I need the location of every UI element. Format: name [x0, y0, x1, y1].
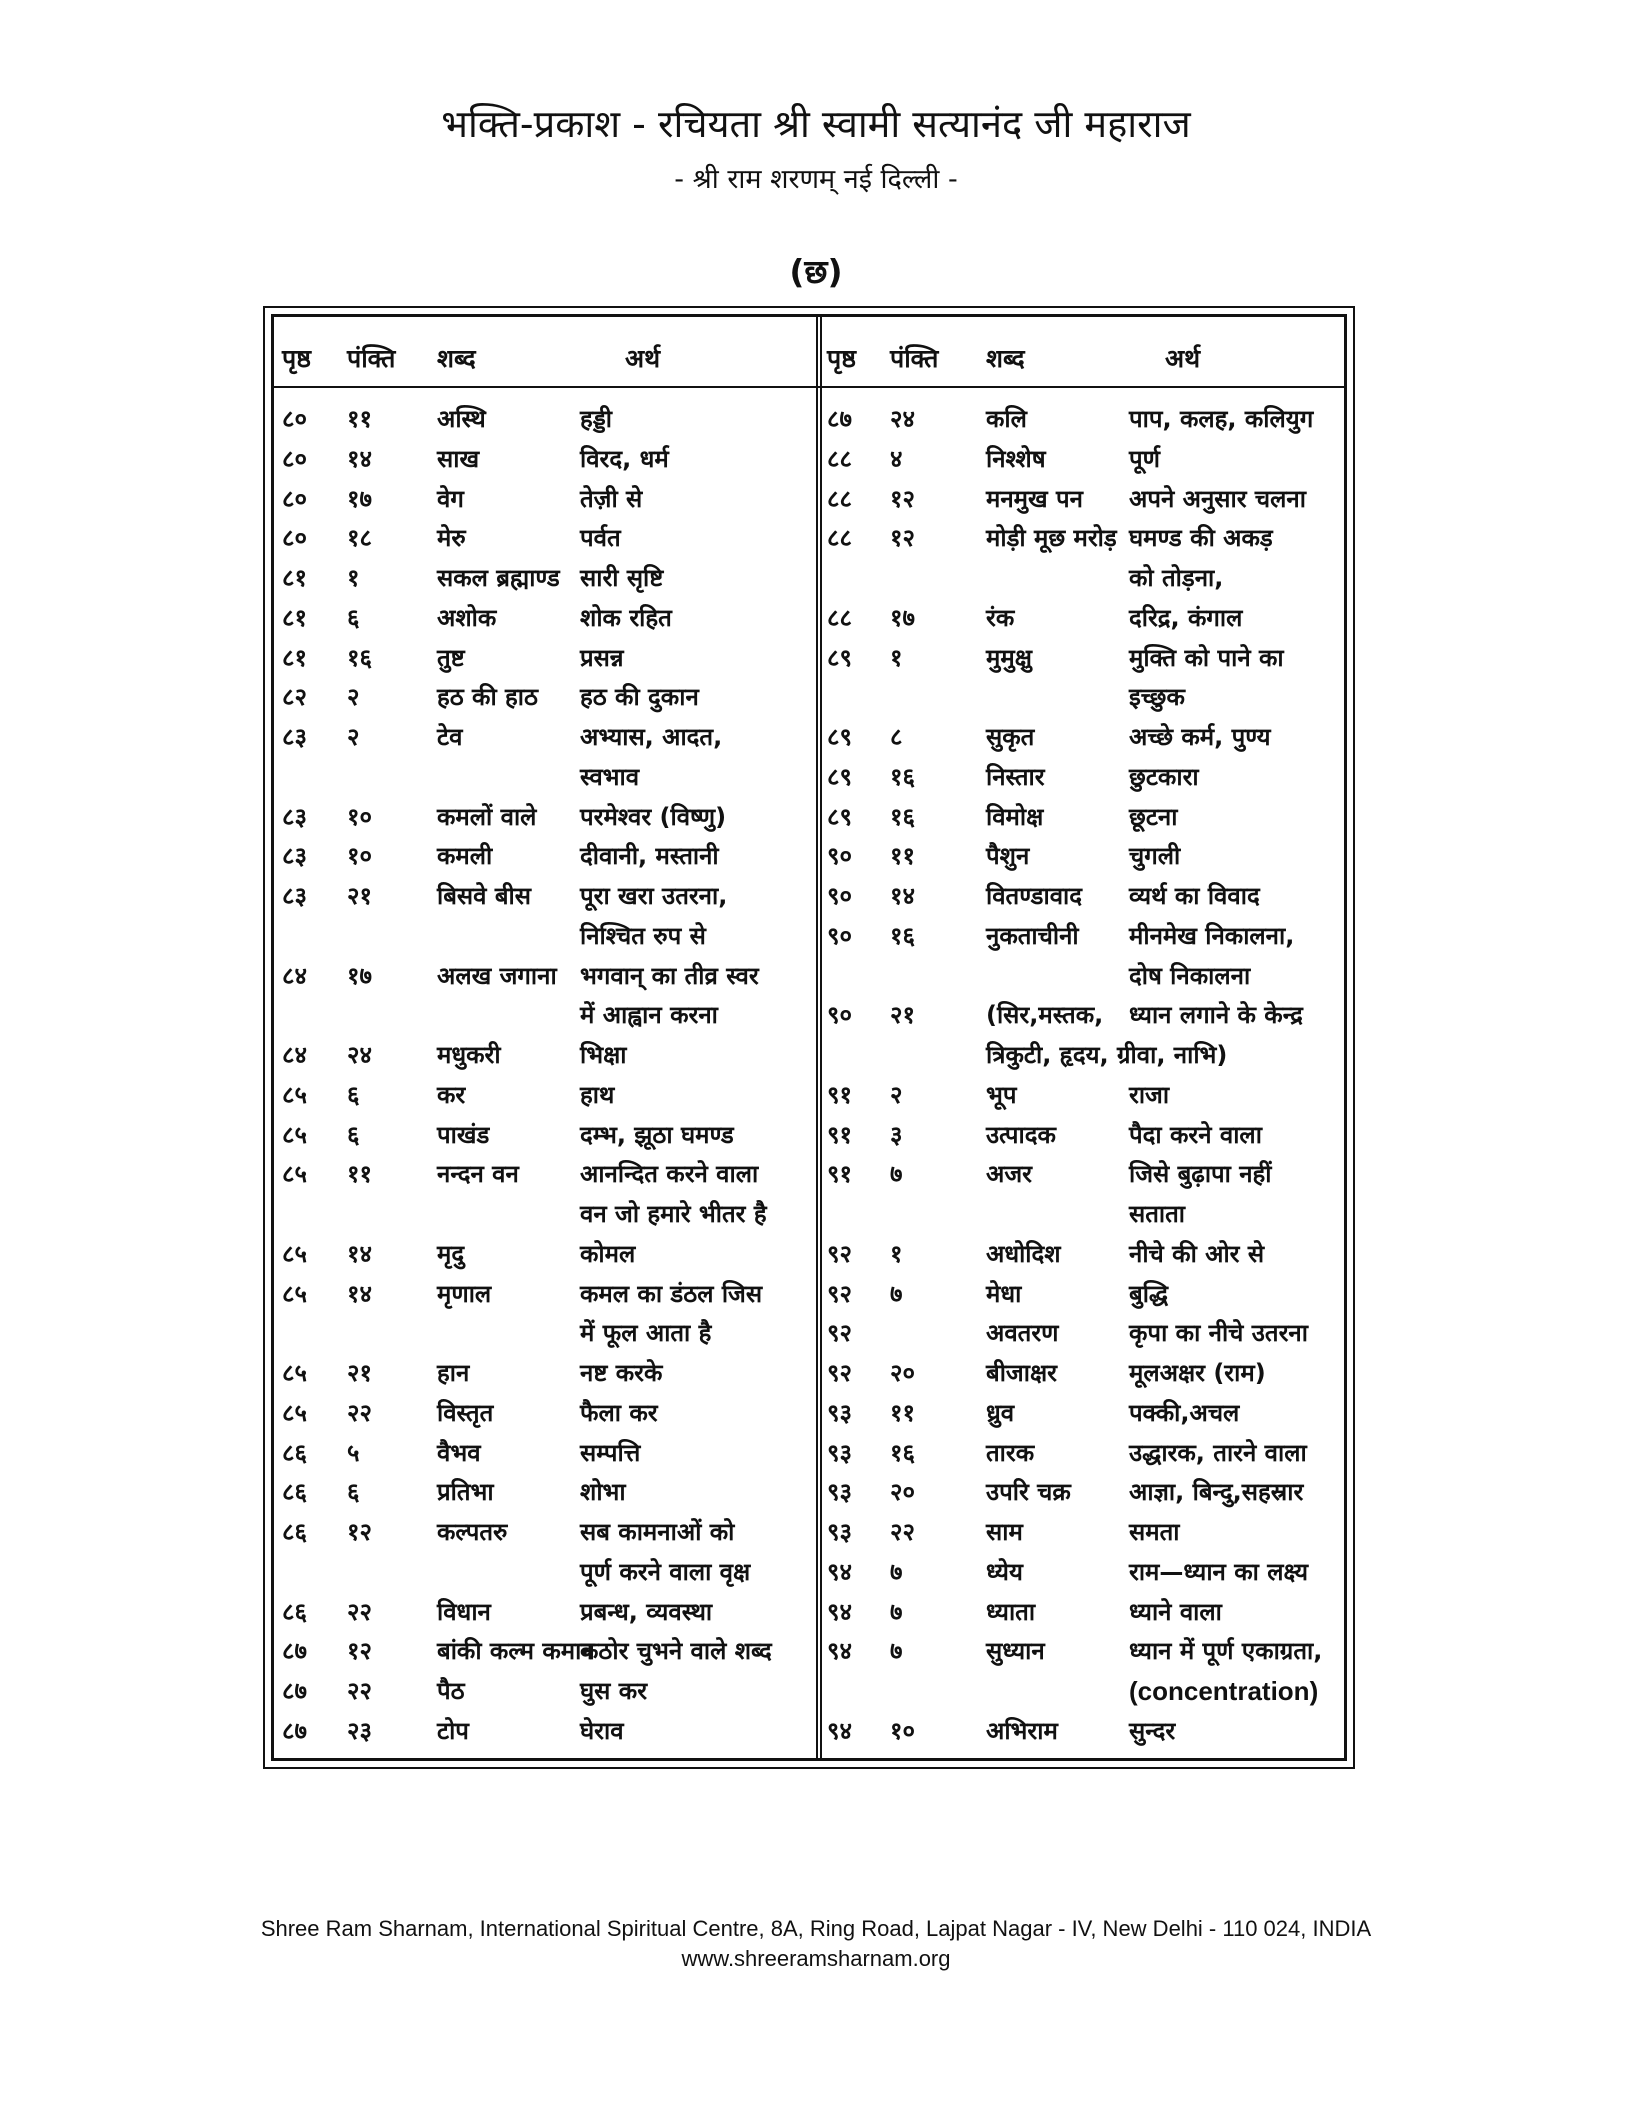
header-meaning-left: अर्थ: [625, 344, 661, 373]
cell-left-meaning: पूर्ण करने वाला वृक्ष: [580, 1557, 751, 1586]
cell-left-line: ६: [347, 603, 360, 632]
cell-left-meaning: घेराव: [580, 1716, 624, 1745]
cell-left-word: पाखंड: [437, 1120, 490, 1149]
cell-right-line: २१: [890, 1001, 915, 1030]
cell-left-page: ८५: [282, 1239, 307, 1268]
cell-right-meaning: मीनमेख निकालना,: [1129, 921, 1295, 950]
cell-right-meaning: पूर्ण: [1129, 444, 1160, 473]
cell-left-line: २२: [347, 1677, 372, 1705]
cell-left-page: ८०: [282, 405, 307, 433]
cell-right-word: नुकताचीनी: [986, 921, 1079, 950]
cell-right-meaning: अपने अनुसार चलना: [1129, 484, 1306, 513]
cell-left-line: २२: [347, 1597, 372, 1626]
cell-left-word: अशोक: [437, 603, 497, 632]
header-line-right: पंक्ति: [890, 344, 939, 373]
cell-left-meaning: कठोर चुभने वाले शब्द: [580, 1637, 772, 1666]
cell-right-page: ८९: [827, 802, 852, 831]
cell-left-word: मेरु: [437, 524, 466, 553]
cell-right-word: अवतरण: [986, 1319, 1059, 1348]
cell-right-meaning: राम—ध्यान का लक्ष्य: [1129, 1557, 1309, 1586]
cell-right-word: सुध्यान: [986, 1637, 1045, 1666]
cell-left-page: ८५: [282, 1120, 307, 1149]
cell-right-meaning: कृपा का नीचे उतरना: [1129, 1319, 1308, 1348]
cell-right-meaning: मूलअक्षर (राम): [1129, 1359, 1266, 1387]
cell-left-line: १७: [347, 484, 372, 513]
cell-right-page: ९०: [827, 1001, 852, 1030]
cell-left-page: ८५: [282, 1080, 307, 1109]
cell-left-page: ८४: [282, 961, 307, 990]
cell-right-meaning: पाप, कलह, कलियुग: [1129, 405, 1314, 433]
cell-left-word: वेग: [437, 484, 464, 513]
cell-left-line: ६: [347, 1478, 360, 1507]
cell-right-page: ९२: [827, 1239, 852, 1268]
cell-right-line: ४: [890, 444, 903, 473]
cell-left-word: कर: [437, 1080, 466, 1109]
page-title: भक्ति-प्रकाश - रचियता श्री स्वामी सत्यानंद जी महाराज: [441, 102, 1191, 146]
cell-left-meaning: विरद, धर्म: [580, 444, 669, 473]
cell-left-meaning: नष्ट करके: [580, 1359, 663, 1387]
cell-left-word: अस्थि: [437, 405, 486, 433]
cell-left-word: पैठ: [437, 1677, 465, 1705]
cell-right-page: ९३: [827, 1398, 852, 1427]
cell-left-line: २२: [347, 1398, 372, 1427]
cell-left-page: ८६: [282, 1438, 307, 1467]
cell-left-line: ६: [347, 1120, 360, 1149]
page-subtitle: - श्री राम शरणम् नई दिल्ली -: [674, 164, 958, 195]
cell-left-meaning: स्वभाव: [580, 762, 640, 791]
cell-left-meaning: में आह्वान करना: [580, 1001, 718, 1030]
cell-right-meaning: (concentration): [1129, 1676, 1319, 1706]
section-mark: (छ): [789, 252, 843, 291]
cell-right-page: ८९: [827, 723, 852, 751]
cell-right-word: अजर: [986, 1160, 1032, 1189]
cell-right-meaning: समता: [1129, 1518, 1180, 1546]
cell-right-page: ९३: [827, 1478, 852, 1507]
cell-left-page: ८५: [282, 1160, 307, 1189]
cell-left-word: कमलों वाले: [437, 802, 537, 831]
cell-left-page: ८३: [282, 842, 307, 871]
cell-left-word: मृणाल: [437, 1279, 492, 1308]
column-divider: [816, 317, 822, 1758]
cell-right-word: ध्रुव: [986, 1398, 1015, 1427]
cell-right-word: निश्शेष: [986, 444, 1046, 473]
cell-left-page: ८६: [282, 1597, 307, 1626]
cell-right-page: ९२: [827, 1279, 852, 1308]
cell-right-line: १६: [890, 921, 915, 950]
cell-right-word: मेधा: [986, 1279, 1022, 1308]
cell-right-line: ८: [890, 723, 903, 751]
cell-left-word: नन्दन वन: [437, 1160, 519, 1189]
cell-right-page: ९२: [827, 1319, 852, 1348]
cell-left-meaning: पूरा खरा उतरना,: [580, 882, 728, 910]
cell-left-meaning: वन जो हमारे भीतर है: [580, 1200, 767, 1228]
cell-left-line: ५: [347, 1438, 360, 1467]
cell-right-line: २०: [890, 1478, 915, 1507]
cell-right-meaning: उद्धारक, तारने वाला: [1129, 1438, 1307, 1467]
cell-right-line: ११: [890, 1398, 915, 1427]
cell-left-line: १४: [347, 1279, 372, 1308]
cell-right-line: २२: [890, 1518, 915, 1546]
cell-right-word: अभिराम: [986, 1716, 1058, 1745]
cell-right-page: ९४: [827, 1716, 852, 1745]
cell-right-meaning: पैदा करने वाला: [1129, 1120, 1262, 1149]
cell-right-line: ११: [890, 842, 915, 871]
cell-right-meaning: ध्यान में पूर्ण एकाग्रता,: [1129, 1637, 1323, 1666]
cell-right-page: ९१: [827, 1160, 852, 1189]
cell-right-word: तारक: [986, 1438, 1035, 1467]
cell-right-word: साम: [986, 1518, 1023, 1546]
cell-right-line: १: [890, 643, 903, 672]
cell-left-meaning: भिक्षा: [580, 1041, 627, 1069]
cell-left-line: १०: [347, 802, 372, 831]
cell-left-meaning: प्रबन्ध, व्यवस्था: [580, 1597, 713, 1626]
cell-right-line: १२: [890, 484, 915, 513]
cell-right-meaning: ध्यान लगाने के केन्द्र: [1129, 1001, 1303, 1030]
cell-right-meaning: बुद्धि: [1129, 1279, 1169, 1308]
cell-left-page: ८५: [282, 1398, 307, 1427]
cell-right-line: २०: [890, 1359, 915, 1387]
cell-left-page: ८७: [282, 1716, 307, 1745]
cell-right-line: २: [890, 1080, 903, 1109]
cell-left-meaning: में फूल आता है: [580, 1319, 712, 1348]
cell-left-page: ८०: [282, 524, 307, 553]
cell-right-line: १२: [890, 524, 915, 553]
cell-left-meaning: निश्चित रुप से: [580, 921, 706, 950]
cell-left-meaning: सम्पत्ति: [580, 1438, 641, 1467]
cell-left-page: ८०: [282, 444, 307, 473]
cell-right-word: बीजाक्षर: [986, 1359, 1057, 1387]
cell-right-page: ९३: [827, 1438, 852, 1467]
cell-right-page: ९४: [827, 1597, 852, 1626]
cell-left-word: प्रतिभा: [437, 1478, 494, 1507]
cell-right-page: ८८: [827, 484, 852, 513]
cell-right-word: उत्पादक: [986, 1120, 1056, 1149]
cell-right-meaning: दोष निकालना: [1129, 961, 1251, 990]
cell-left-word: कमली: [437, 842, 493, 871]
cell-right-word: उपरि चक्र: [986, 1478, 1071, 1507]
cell-left-word: तुष्ट: [437, 643, 465, 672]
cell-left-page: ८४: [282, 1041, 307, 1069]
cell-right-word: पैशुन: [986, 842, 1030, 871]
cell-right-meaning: जिसे बुढ़ापा नहीं: [1129, 1160, 1272, 1189]
cell-left-line: २१: [347, 1359, 372, 1387]
cell-left-page: ८५: [282, 1279, 307, 1308]
cell-left-page: ८७: [282, 1677, 307, 1705]
header-meaning-right: अर्थ: [1165, 344, 1201, 373]
cell-left-page: ८५: [282, 1359, 307, 1387]
cell-left-line: १२: [347, 1518, 372, 1546]
cell-right-page: ८७: [827, 405, 852, 433]
cell-right-page: ९०: [827, 921, 852, 950]
header-word-left: शब्द: [437, 344, 476, 373]
cell-left-word: बिसवे बीस: [437, 882, 531, 910]
cell-left-word: वैभव: [437, 1438, 481, 1467]
cell-left-line: २१: [347, 882, 372, 910]
cell-right-word: सुकृत: [986, 723, 1035, 751]
cell-right-word: ध्येय: [986, 1557, 1023, 1586]
cell-right-line: ३: [890, 1120, 903, 1149]
cell-right-meaning: छूटना: [1129, 802, 1178, 831]
header-line-left: पंक्ति: [347, 344, 396, 373]
header-rule: [274, 386, 1344, 388]
cell-right-meaning: सताता: [1129, 1200, 1186, 1228]
cell-left-meaning: घुस कर: [580, 1677, 648, 1705]
cell-left-word: सकल ब्रह्माण्ड: [437, 564, 560, 592]
cell-right-meaning: ध्याने वाला: [1129, 1597, 1222, 1626]
cell-left-meaning: हाथ: [580, 1080, 615, 1109]
cell-right-page: ८९: [827, 762, 852, 791]
cell-left-meaning: अभ्यास, आदत,: [580, 723, 723, 751]
cell-right-line: १६: [890, 762, 915, 791]
cell-left-line: १६: [347, 643, 372, 672]
cell-right-page: ९०: [827, 882, 852, 910]
cell-right-page: ९३: [827, 1518, 852, 1546]
cell-left-line: ११: [347, 1160, 372, 1189]
cell-right-page: ९४: [827, 1637, 852, 1666]
cell-right-line: १६: [890, 802, 915, 831]
cell-right-line: १०: [890, 1716, 915, 1745]
cell-right-meaning: इच्छुक: [1129, 683, 1185, 712]
cell-left-word: साख: [437, 444, 480, 473]
cell-right-meaning: को तोड़ना,: [1129, 564, 1224, 592]
cell-right-word: विमोक्ष: [986, 802, 1044, 831]
cell-left-page: ८२: [282, 683, 307, 712]
cell-right-word: निस्तार: [986, 762, 1045, 791]
cell-left-line: १०: [347, 842, 372, 871]
cell-left-word: विस्तृत: [437, 1398, 494, 1427]
cell-left-meaning: तेज़ी से: [580, 484, 643, 513]
cell-right-meaning: नीचे की ओर से: [1129, 1239, 1265, 1268]
cell-right-meaning: आज्ञा, बिन्दु,सहस्रार: [1129, 1478, 1304, 1507]
cell-left-line: १२: [347, 1637, 372, 1666]
cell-right-word: भूप: [986, 1080, 1017, 1109]
cell-left-line: २: [347, 723, 360, 751]
cell-left-meaning: प्रसन्न: [580, 643, 624, 672]
cell-right-meaning: पक्की,अचल: [1129, 1398, 1240, 1427]
footer-website: www.shreeramsharnam.org: [681, 1946, 951, 1971]
cell-left-word: कल्पतरु: [437, 1518, 508, 1546]
cell-left-word: बांकी कल्म कमान: [437, 1637, 595, 1666]
cell-left-meaning: हड्डी: [580, 405, 612, 433]
cell-right-page: ८८: [827, 603, 852, 632]
cell-right-page: ९४: [827, 1557, 852, 1586]
cell-left-line: २: [347, 683, 360, 712]
cell-left-line: २३: [347, 1716, 372, 1745]
cell-left-line: १४: [347, 1239, 372, 1268]
cell-left-page: ८७: [282, 1637, 307, 1666]
cell-left-meaning: हठ की दुकान: [580, 683, 699, 712]
cell-right-word: मुमुक्षु: [986, 643, 1032, 672]
cell-left-page: ८१: [282, 564, 307, 592]
cell-right-line: ७: [890, 1597, 903, 1626]
footer-address: Shree Ram Sharnam, International Spiritual Centre, 8A, Ring Road, Lajpat Nagar - IV, New Delhi - 110 024, INDIA: [260, 1916, 1372, 1941]
cell-right-meaning: दरिद्र, कंगाल: [1129, 603, 1243, 632]
cell-left-word: अलख जगाना: [437, 961, 557, 990]
cell-left-meaning: भगवान् का तीव्र स्वर: [580, 961, 759, 990]
cell-left-page: ८१: [282, 643, 307, 672]
cell-left-line: १७: [347, 961, 372, 990]
cell-right-meaning: मुक्ति को पाने का: [1129, 643, 1284, 672]
cell-left-word: हान: [437, 1359, 470, 1387]
cell-left-word: हठ की हाठ: [437, 683, 538, 712]
cell-left-meaning: पर्वत: [580, 524, 621, 553]
cell-left-word: टोप: [437, 1716, 469, 1745]
cell-left-line: ६: [347, 1080, 360, 1109]
cell-right-page: ९१: [827, 1120, 852, 1149]
cell-left-page: ८३: [282, 723, 307, 751]
cell-left-line: ११: [347, 405, 372, 433]
cell-left-line: १४: [347, 444, 372, 473]
glossary-table: [263, 306, 1355, 1769]
cell-left-line: १८: [347, 524, 372, 553]
cell-right-line: ७: [890, 1160, 903, 1189]
cell-left-page: ८३: [282, 882, 307, 910]
cell-right-word: कलि: [986, 405, 1027, 433]
cell-right-word: रंक: [986, 603, 1015, 632]
cell-right-word: त्रिकुटी, हृदय, ग्रीवा, नाभि): [986, 1041, 1228, 1069]
cell-left-meaning: शोभा: [580, 1478, 626, 1507]
cell-left-meaning: दीवानी, मस्तानी: [580, 842, 719, 871]
cell-left-meaning: परमेश्वर (विष्णु): [580, 802, 727, 831]
cell-right-meaning: छुटकारा: [1129, 762, 1199, 791]
cell-left-page: ८३: [282, 802, 307, 831]
cell-right-meaning: सुन्दर: [1129, 1716, 1176, 1745]
cell-right-line: १: [890, 1239, 903, 1268]
cell-right-word: मोड़ी मूछ मरोड़: [986, 524, 1117, 553]
cell-left-page: ८६: [282, 1478, 307, 1507]
cell-right-page: ८८: [827, 524, 852, 553]
cell-left-page: ८६: [282, 1518, 307, 1546]
header-word-right: शब्द: [986, 344, 1025, 373]
cell-left-meaning: सारी सृष्टि: [580, 564, 664, 592]
cell-right-meaning: घमण्ड की अकड़: [1129, 524, 1273, 553]
cell-right-meaning: राजा: [1129, 1080, 1170, 1109]
cell-right-meaning: व्यर्थ का विवाद: [1129, 882, 1260, 910]
glossary-table-inner: [271, 314, 1347, 1761]
cell-right-line: २४: [890, 405, 915, 433]
cell-right-word: ध्याता: [986, 1597, 1036, 1626]
cell-right-line: १६: [890, 1438, 915, 1467]
cell-left-page: ८१: [282, 603, 307, 632]
cell-right-word: मनमुख पन: [986, 484, 1083, 513]
cell-right-word: (सिर,मस्तक,: [986, 1001, 1104, 1030]
cell-left-word: टेव: [437, 723, 463, 751]
cell-right-page: ८८: [827, 444, 852, 473]
cell-right-line: ७: [890, 1637, 903, 1666]
cell-left-line: १: [347, 564, 360, 592]
cell-right-page: ८९: [827, 643, 852, 672]
cell-left-meaning: शोक रहित: [580, 603, 672, 632]
cell-right-line: १७: [890, 603, 915, 632]
cell-right-line: १४: [890, 882, 915, 910]
cell-right-word: अधोदिश: [986, 1239, 1061, 1268]
cell-left-meaning: कमल का डंठल जिस: [580, 1279, 763, 1308]
cell-left-word: मधुकरी: [437, 1041, 501, 1069]
cell-left-line: २४: [347, 1041, 372, 1069]
cell-left-meaning: फैला कर: [580, 1398, 658, 1427]
cell-left-meaning: दम्भ, झूठा घमण्ड: [580, 1120, 734, 1149]
cell-left-page: ८०: [282, 484, 307, 513]
cell-right-meaning: चुगली: [1129, 842, 1181, 871]
cell-right-page: ९२: [827, 1359, 852, 1387]
cell-left-word: मृदु: [437, 1239, 465, 1268]
cell-left-meaning: कोमल: [580, 1239, 636, 1268]
header-page-right: पृष्ठ: [827, 344, 856, 373]
cell-right-page: ९१: [827, 1080, 852, 1109]
cell-right-page: ९०: [827, 842, 852, 871]
cell-left-meaning: सब कामनाओं को: [580, 1518, 735, 1546]
cell-left-word: विधान: [437, 1597, 491, 1626]
header-page-left: पृष्ठ: [282, 344, 311, 373]
cell-right-meaning: अच्छे कर्म, पुण्य: [1129, 723, 1271, 751]
cell-left-meaning: आनन्दित करने वाला: [580, 1160, 759, 1189]
cell-right-line: ७: [890, 1557, 903, 1586]
cell-right-word: वितण्डावाद: [986, 882, 1082, 910]
cell-right-line: ७: [890, 1279, 903, 1308]
